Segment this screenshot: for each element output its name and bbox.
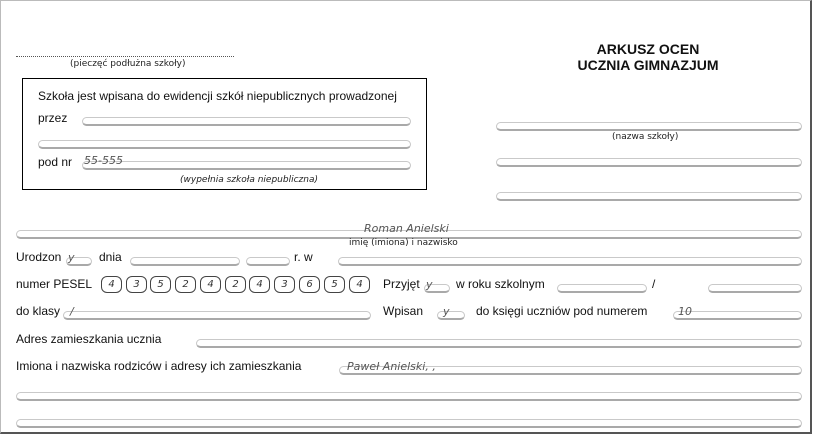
parents-label: Imiona i nazwiska rodziców i adresy ich zamieszkania: [16, 359, 302, 373]
registration-text: Szkoła jest wpisana do ewidencji szkół niepublicznych prowadzonej: [38, 89, 397, 103]
school-name-field[interactable]: [496, 122, 802, 131]
address-field[interactable]: [196, 339, 802, 348]
form-title-line2: UCZNIA GIMNAZJUM: [577, 57, 719, 73]
pesel-digit[interactable]: 3: [274, 276, 295, 293]
registered-by-field-2[interactable]: [38, 140, 411, 149]
registration-number-label: pod nr: [38, 155, 73, 169]
entered-suffix-value: y: [443, 305, 450, 318]
parents-field-2[interactable]: [16, 392, 802, 401]
book-number-value: 10: [678, 305, 692, 318]
entered-suffix-field[interactable]: [437, 311, 465, 320]
stamp-line: [16, 56, 234, 57]
form-title-line1: ARKUSZ OCEN: [596, 41, 700, 57]
pesel-digit[interactable]: 4: [249, 276, 270, 293]
day-label: dnia: [99, 250, 122, 264]
registration-number-value: 55-555: [84, 154, 123, 167]
student-name-value: Roman Anielski: [364, 222, 449, 235]
class-value: /: [70, 305, 74, 318]
pesel-digit[interactable]: 5: [150, 276, 171, 293]
pesel-label: numer PESEL: [16, 277, 93, 291]
school-year-slash: /: [652, 277, 656, 291]
school-name-field-2[interactable]: [496, 158, 802, 167]
class-label: do klasy: [16, 304, 61, 318]
parents-field-3[interactable]: [16, 419, 802, 428]
school-name-caption: (nazwa szkoły): [612, 132, 679, 142]
admitted-label: Przyjęt: [383, 277, 420, 291]
pesel-digit[interactable]: 6: [299, 276, 320, 293]
school-year-end-field[interactable]: [708, 284, 802, 293]
registration-caption: (wypełnia szkoła niepubliczna): [180, 175, 318, 185]
pesel-digit[interactable]: 4: [349, 276, 370, 293]
class-field[interactable]: [63, 311, 371, 320]
parents-value: Paweł Anielski, ,: [347, 360, 436, 373]
school-year-label: w roku szkolnym: [456, 277, 545, 291]
birth-date-field[interactable]: [130, 257, 240, 266]
registered-by-field[interactable]: [82, 117, 411, 126]
admitted-suffix-value: y: [426, 278, 433, 291]
student-name-caption: imię (imiona) i nazwisko: [349, 238, 458, 248]
birth-place-label: r. w: [294, 250, 313, 264]
address-label: Adres zamieszkania ucznia: [16, 332, 162, 346]
pesel-digit[interactable]: 2: [175, 276, 196, 293]
pesel-digit[interactable]: 2: [225, 276, 246, 293]
born-suffix-value: y: [68, 251, 75, 264]
entered-label: Wpisan: [383, 304, 424, 318]
pesel-digit[interactable]: 5: [324, 276, 345, 293]
pesel-digit[interactable]: 4: [200, 276, 221, 293]
pesel-digit[interactable]: 4: [101, 276, 122, 293]
school-name-field-3[interactable]: [496, 192, 802, 201]
registered-by-label: przez: [38, 111, 68, 125]
birth-place-field[interactable]: [338, 257, 802, 266]
registration-number-field[interactable]: [82, 161, 411, 170]
school-year-start-field[interactable]: [557, 284, 647, 293]
pesel-digit[interactable]: 3: [126, 276, 147, 293]
born-label: Urodzon: [16, 250, 62, 264]
book-number-field[interactable]: [673, 311, 802, 320]
stamp-caption: (pieczęć podłużna szkoły): [70, 59, 186, 69]
birth-year-field[interactable]: [246, 257, 290, 266]
book-label: do księgi uczniów pod numerem: [476, 304, 648, 318]
